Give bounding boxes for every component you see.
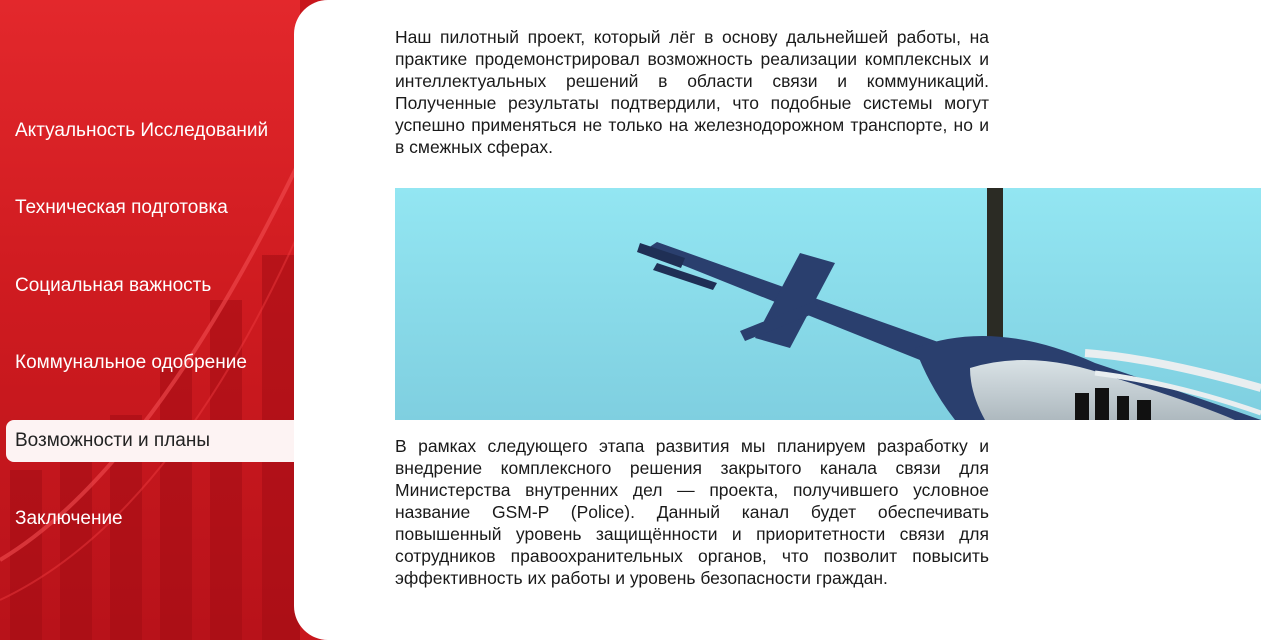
paragraph-pilot-project: Наш пилотный проект, который лёг в основу дальнейшей работы, на практике продемонстрировал возможность реализации комплексных и интеллектуальных решений в области связи и коммуникаций. Полученные результаты подтвердили, что подобные системы могут успешно применяться не только на железнодорожном транспорте, но и в смежных сферах. bbox=[395, 27, 989, 157]
helicopter-illustration bbox=[395, 188, 1261, 420]
sidebar-item-opportunities-and-plans[interactable]: Возможности и планы bbox=[6, 420, 294, 462]
helicopter-photo bbox=[395, 188, 1261, 420]
sidebar bbox=[0, 0, 300, 640]
content-panel bbox=[294, 0, 1280, 640]
sidebar-item-social-importance[interactable]: Социальная важность bbox=[15, 275, 212, 296]
sidebar-item-conclusion[interactable]: Заключение bbox=[15, 508, 123, 529]
paragraph-next-stage: В рамках следующего этапа развития мы планируем разработку и внедрение комплексного решения закрытого канала связи для Министерства внутренних дел — проекта, получившего условное название GSM-P (Police). Данный канал будет обеспечивать повышенный уровень защищённости и приоритетности связи для сотрудников правоохранительных органов, что позволит повысить эффективность их работы и уровень безопасности граждан. bbox=[395, 436, 989, 588]
sidebar-item-technical-preparation[interactable]: Техническая подготовка bbox=[15, 197, 228, 218]
sidebar-item-research-relevance[interactable]: Актуальность Исследований bbox=[15, 120, 269, 141]
sidebar-nav bbox=[0, 0, 300, 640]
sidebar-item-community-approval[interactable]: Коммунальное одобрение bbox=[15, 352, 247, 373]
